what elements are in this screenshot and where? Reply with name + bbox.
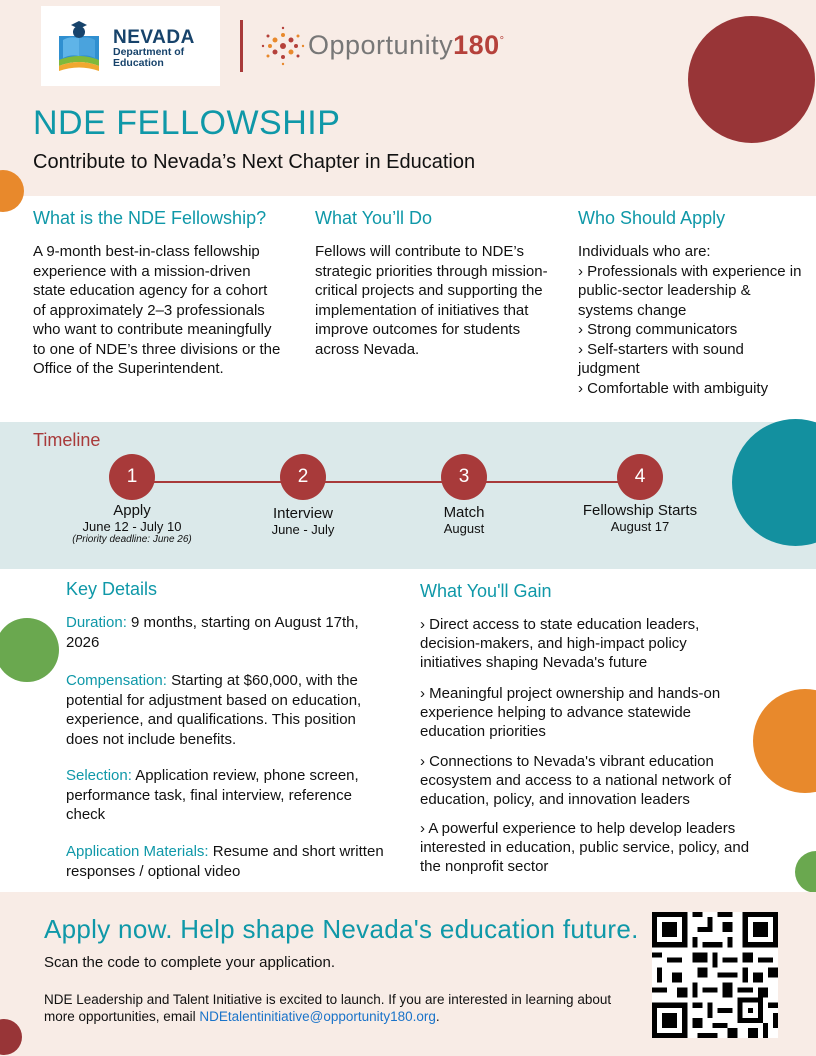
nde-book-icon — [55, 18, 103, 74]
key-details-section — [66, 579, 157, 600]
opportunity180-dots-icon — [261, 26, 305, 66]
timeline-step-marker: 1 — [109, 454, 155, 500]
step-title: Apply — [113, 502, 151, 519]
email-link[interactable]: NDEtalentinitiative@opportunity180.org — [199, 1009, 436, 1024]
launch-period: . — [435, 1009, 440, 1024]
detail-value: Application review, phone screen, performance task, final interview, reference check — [66, 767, 359, 823]
detail-key: Compensation: — [66, 672, 167, 689]
logo-divider — [240, 20, 243, 72]
gain-item: › Meaningful project ownership and hands-on experience helping to advance statewide education priorities — [420, 685, 721, 740]
who-item: › Self-starters with sound judgment — [578, 340, 744, 377]
launch-text — [44, 991, 634, 1025]
step-title: Fellowship Starts — [582, 502, 698, 519]
nde-logo-line2: Department of — [113, 46, 185, 58]
detail-compensation — [66, 671, 392, 749]
what-youll-do-heading: What You’ll Do — [315, 208, 433, 228]
opportunity-word: Opportunity — [308, 30, 454, 60]
apply-now-heading: Apply now. Help shape Nevada's education future. — [44, 914, 639, 944]
who-item: › Professionals with experience in public-sector leadership & systems change — [578, 262, 802, 319]
step-date: August — [443, 521, 485, 536]
gain-heading: What You'll Gain — [420, 581, 552, 601]
what-youll-do-column — [315, 208, 551, 359]
who-should-apply-heading: Who Should Apply — [578, 208, 726, 228]
decor-circle-maroon-top — [688, 16, 815, 143]
detail-selection — [66, 766, 392, 825]
opportunity-mark: ° — [499, 35, 505, 47]
detail-value: Resume and short written responses / optional video — [66, 843, 384, 880]
step-title: Match — [443, 504, 485, 521]
decor-circle-green-right — [795, 851, 816, 893]
step-date: August 17 — [610, 519, 670, 534]
nde-logo-line3: Education — [113, 57, 164, 69]
step-date: June 12 - July 10 — [82, 519, 182, 534]
who-should-apply-column — [578, 208, 806, 398]
timeline-step-interview — [243, 505, 363, 537]
who-item: › Comfortable with ambiguity — [578, 379, 769, 397]
qr-code[interactable] — [652, 912, 778, 1038]
decor-circle-green-left — [0, 618, 59, 682]
step-date: June - July — [271, 522, 335, 537]
nde-logo-line1: NEVADA — [113, 27, 195, 48]
detail-duration — [66, 613, 392, 652]
what-is-heading: What is the NDE Fellowship? — [33, 208, 267, 228]
who-should-apply-list — [578, 242, 806, 398]
detail-application-materials — [66, 842, 392, 881]
timeline-band — [0, 422, 816, 569]
nde-logo — [41, 6, 220, 86]
page-subtitle: Contribute to Nevada’s Next Chapter in Education — [33, 151, 476, 173]
timeline-label: Timeline — [33, 430, 101, 450]
timeline-connector — [132, 481, 640, 483]
opportunity-number: 180 — [453, 30, 500, 60]
detail-key: Application Materials: — [66, 843, 209, 860]
step-title: Interview — [272, 505, 334, 522]
who-intro: Individuals who are: — [578, 243, 711, 260]
timeline-step-marker: 3 — [441, 454, 487, 500]
timeline-step-fellowship-starts — [565, 502, 715, 534]
what-is-body: A 9-month best-in-class fellowship experience with a mission-driven state education agency for a cohort of approximately 2–3 professionals who want to contribute meaningfully to one of NDE’s three divisions or the Office of the Superintendent. — [33, 243, 281, 377]
detail-key: Selection: — [66, 767, 132, 784]
timeline-step-apply — [62, 502, 202, 545]
footer-band — [0, 892, 816, 1056]
detail-value: Starting at $60,000, with the potential for adjustment based on education, experience, and qualifications. This position does not include benefits. — [66, 672, 362, 748]
key-details-heading: Key Details — [66, 579, 158, 599]
timeline-step-marker: 2 — [280, 454, 326, 500]
opportunity180-logo — [308, 30, 505, 61]
launch-body: NDE Leadership and Talent Initiative is excited to launch. If you are interested in learning about more opportunities, email — [44, 992, 612, 1024]
gain-item: › Connections to Nevada's vibrant education ecosystem and access to a national network of education, policy, and innovation leaders — [420, 753, 732, 808]
gain-section — [420, 581, 552, 602]
gain-item: › A powerful experience to help develop leaders interested in education, public service, policy, and the nonprofit sector — [420, 820, 750, 875]
timeline-step-marker: 4 — [617, 454, 663, 500]
timeline-step-match — [414, 504, 514, 536]
what-is-column — [33, 208, 283, 379]
detail-key: Duration: — [66, 614, 127, 631]
nde-logo-text — [113, 28, 195, 69]
scan-instruction: Scan the code to complete your application. — [44, 954, 336, 971]
what-youll-do-body: Fellows will contribute to NDE’s strategic priorities through mission-critical projects and supporting the implementation of initiatives that improve outcomes for students across Nevada. — [315, 243, 548, 358]
page-title: NDE FELLOWSHIP — [33, 104, 341, 142]
who-item: › Strong communicators — [578, 321, 738, 338]
step-note: (Priority deadline: June 26) — [72, 534, 192, 545]
gain-item: › Direct access to state education leaders, decision-makers, and high-impact policy initiatives shaping Nevada's future — [420, 616, 700, 671]
detail-value: 9 months, starting on August 17th, 2026 — [66, 614, 359, 651]
